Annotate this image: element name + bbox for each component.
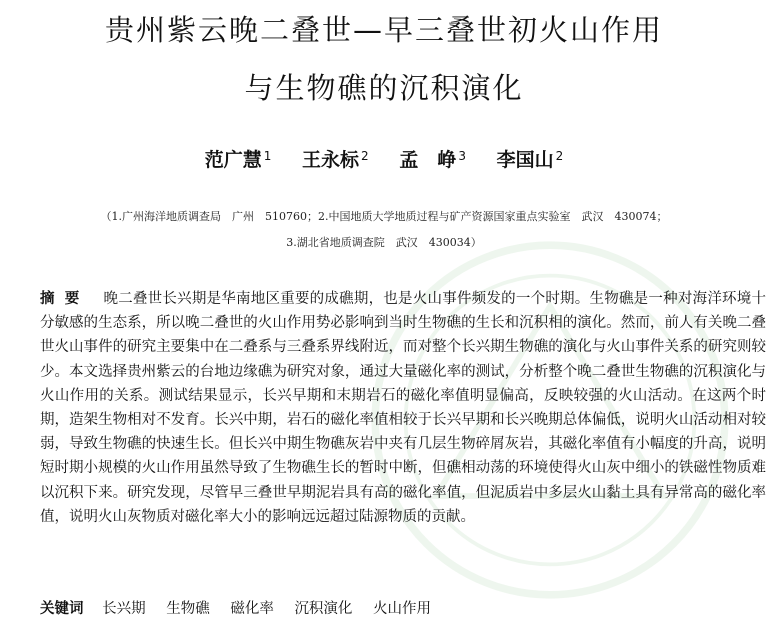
abstract <box>40 287 766 529</box>
paper-title-line-2: 与生物礁的沉积演化 <box>244 71 524 105</box>
keyword: 火山作用 <box>373 601 432 617</box>
author: 王永标 $^2$ <box>302 149 369 171</box>
keyword: 沉积演化 <box>294 601 353 617</box>
affiliation-line-1: （1.广州海洋地质调查局 广州 510760；2.中国地质大学地质过程与矿产资源国家重点实验室 武汉 430074； <box>100 210 668 223</box>
author: 范广慧 $^1$ <box>204 149 272 171</box>
author: 孟 峥 $^3$ <box>399 149 466 171</box>
keyword: 磁化率 <box>230 601 274 617</box>
affiliation-line-2: 3.湖北省地质调查院 武汉 430034） <box>286 236 482 249</box>
paper-title-line-1: 贵州紫云晚二叠世—早三叠世初火山作用 <box>104 13 663 47</box>
keywords <box>40 597 766 618</box>
author: 李国山 $^2$ <box>496 149 564 171</box>
keywords-label: 关键词 <box>40 601 84 617</box>
keyword: 长兴期 <box>102 601 146 617</box>
abstract-label: 摘要 <box>40 291 90 307</box>
keyword: 生物礁 <box>166 601 210 617</box>
abstract-text: 晚二叠世长兴期是华南地区重要的成礁期，也是火山事件频发的一个时期。生物礁是一种对海洋环境十分敏感的生态系，所以晚二叠世的火山作用势必影响到当时生物礁的生长和沉积相的演化。然而，前人有关晚二叠世火山事件的研究主要集中在二叠系与三叠系界线附近，而对整个长兴期生物礁的演化与火山事件关系的研究则较少。本文选择贵州紫云的台地边缘礁为研究对象，通过大量磁化率的测试，分析整个晚二叠世生物礁的沉积演化与火山作用的关系。测试结果显示，长兴早期和末期岩石的磁化率值明显偏高，反映较强的火山活动。在这两个时期，造架生物相对不发育。长兴中期，岩石的磁化率值相较于长兴早期和长兴晚期总体偏低，说明火山活动相对较弱，导致生物礁的快速生长。但长兴中期生物礁灰岩中夹有几层生物碎屑灰岩，其磁化率值有小幅度的升高，说明短时期小规模的火山作用虽然导致了生物礁生长的暂时中断，但礁相动荡的环境使得火山灰中细小的铁磁性物质难以沉积下来。研究发现，尽管早三叠世早期泥岩具有高的磁化率值，但泥质岩中多层火山黏土具有异常高的磁化率值，说明火山灰物质对磁化率大小的影响远远超过陆源物质的贡献。 <box>40 291 767 525</box>
author-list <box>0 145 768 172</box>
